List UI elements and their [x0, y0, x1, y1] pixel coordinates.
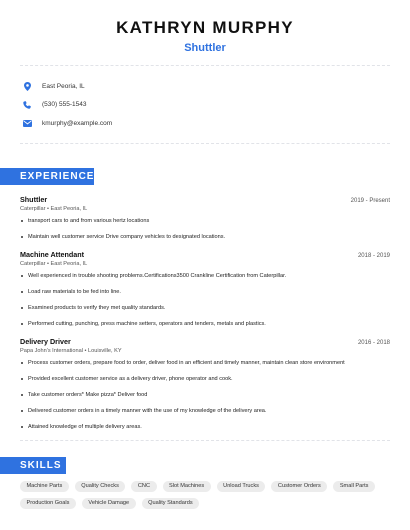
contact-email-text: kmurphy@example.com — [42, 119, 113, 127]
skill-chip: Machine Parts — [20, 481, 69, 492]
contact-location — [20, 77, 390, 95]
job-bullet: Process customer orders, prepare food to order, deliver food in an efficient and timely manner, maintain clean store environment — [20, 360, 390, 367]
skill-chip: Quality Checks — [75, 481, 126, 492]
job-entry — [20, 195, 390, 241]
job-bullets — [20, 273, 390, 328]
contact-email — [20, 114, 390, 132]
skill-chip: Small Parts — [333, 481, 375, 492]
contact-list — [0, 66, 410, 143]
job-title-heading: Shuttler — [184, 42, 226, 54]
skills-section-heading: SKILLS — [0, 457, 66, 474]
skill-chip: Production Goals — [20, 498, 76, 509]
job-bullet: Take customer orders* Make pizza* Deliver food — [20, 392, 390, 399]
job-bullet: Maintain well customer service Drive company vehicles to designated locations. — [20, 234, 390, 241]
job-title: Delivery Driver — [20, 336, 71, 346]
job-title: Machine Attendant — [20, 249, 85, 259]
email-icon — [22, 118, 32, 128]
phone-icon — [22, 100, 32, 110]
job-bullet: Attained knowledge of multiple delivery areas. — [20, 424, 390, 431]
job-bullet: Well experienced in trouble shooting problems.Certifications3500 Crankline Certification from Caterpillar. — [20, 273, 390, 280]
job-entry — [20, 337, 390, 431]
job-entry — [20, 250, 390, 328]
job-bullet: Provided excellent customer service as a delivery driver, phone operator and cook. — [20, 376, 390, 383]
job-bullet: Load raw materials to be fed into line. — [20, 289, 390, 296]
job-company: Papa John's International • Louisville, KY — [20, 347, 122, 354]
contact-divider — [20, 143, 390, 144]
job-dates: 2016 - 2018 — [357, 339, 390, 346]
skill-chip: Unload Trucks — [217, 481, 266, 492]
skill-chip: Slot Machines — [163, 481, 211, 492]
job-bullets — [20, 360, 390, 431]
job-bullet: transport cars to and from various hertz locations — [20, 218, 390, 225]
job-company: Caterpillar • East Peoria, IL — [20, 205, 88, 212]
skills-list — [0, 481, 410, 509]
skill-chip: Quality Standards — [142, 498, 199, 509]
skill-chip: CNC — [131, 481, 156, 492]
job-bullet: Examined products to verify they met quality standards. — [20, 305, 390, 312]
resume-header — [0, 0, 410, 54]
job-title: Shuttler — [20, 194, 48, 204]
contact-phone — [20, 96, 390, 114]
job-bullet: Delivered customer orders in a timely manner with the use of my knowledge of the delivery area. — [20, 408, 390, 415]
skill-chip: Customer Orders — [271, 481, 327, 492]
skill-chip: Vehicle Damage — [82, 498, 136, 509]
experience-section-heading: EXPERIENCE — [0, 168, 94, 185]
job-bullet: Performed cutting, punching, press machine setters, operators and tenders, metals and plastics. — [20, 321, 390, 328]
job-company: Caterpillar • East Peoria, IL — [20, 260, 88, 267]
location-pin-icon — [22, 81, 32, 91]
experience-section — [0, 195, 410, 431]
candidate-name: KATHRYN MURPHY — [116, 18, 294, 37]
job-dates: 2019 - Present — [350, 197, 390, 204]
contact-location-text: East Peoria, IL — [42, 82, 85, 90]
experience-divider — [20, 440, 390, 441]
job-bullets — [20, 218, 390, 241]
job-dates: 2018 - 2019 — [357, 252, 390, 259]
contact-phone-text: (530) 555-1543 — [42, 101, 87, 108]
